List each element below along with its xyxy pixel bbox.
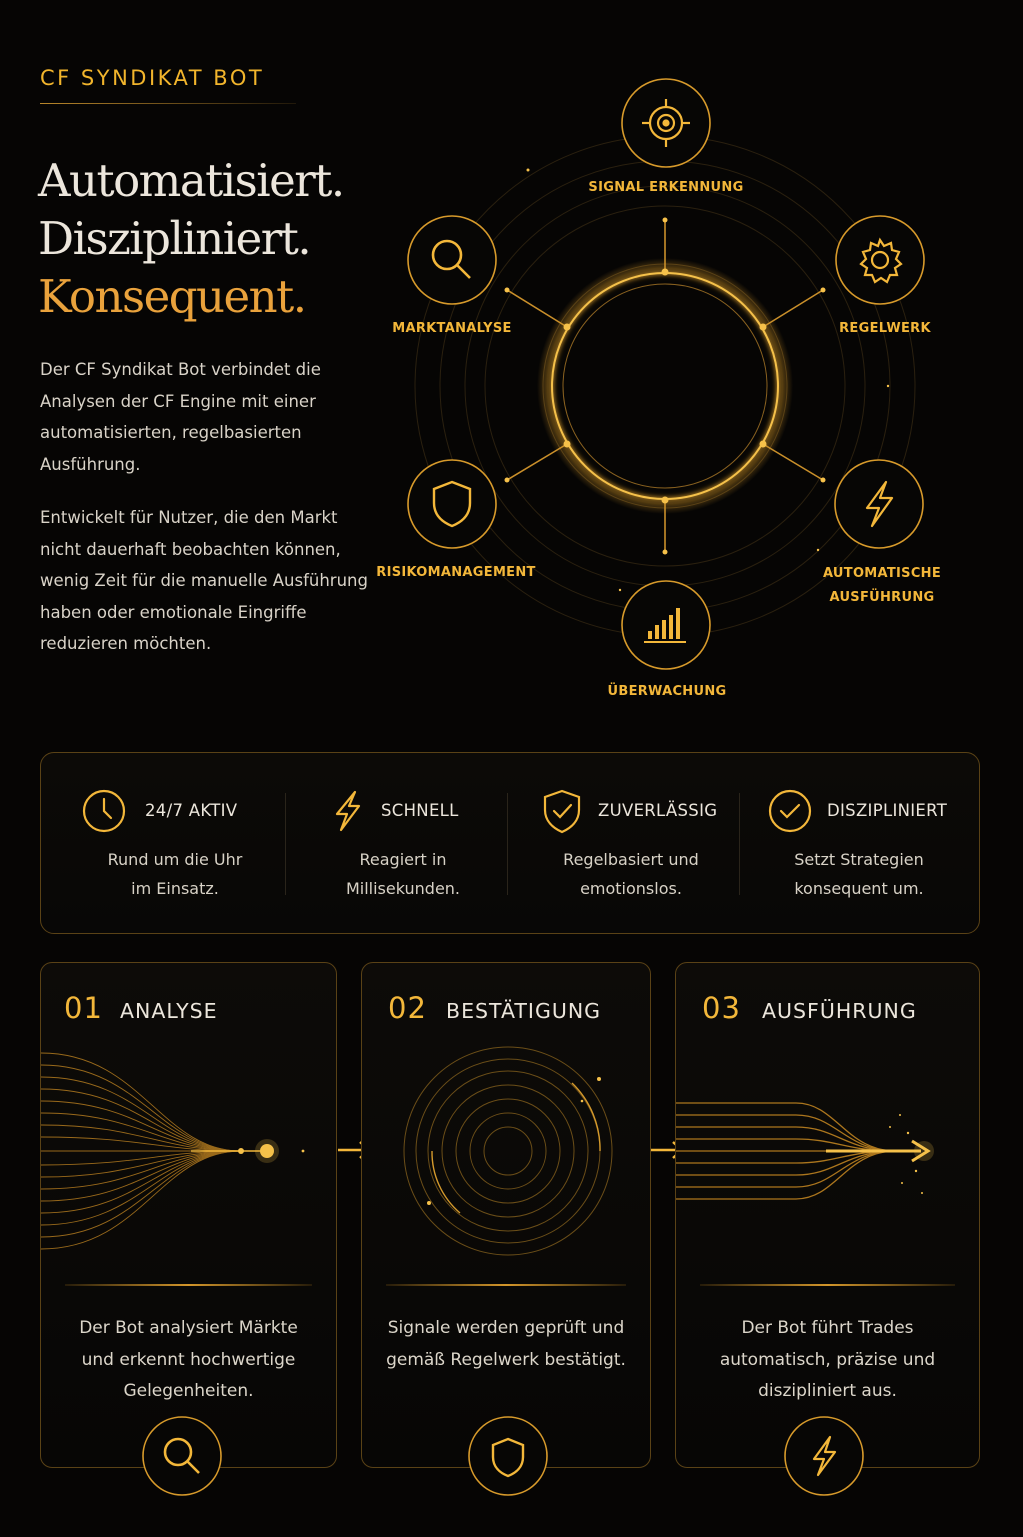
feature-desc-line: Millisekunden.	[345, 879, 461, 898]
step-description	[686, 1313, 969, 1408]
feature-title: ZUVERLÄSSIG	[598, 801, 718, 820]
step-title: AUSFÜHRUNG	[762, 999, 917, 1023]
step-desc-line: Signale werden geprüft und	[387, 1318, 625, 1338]
headline-line-3: Konsequent.	[38, 270, 306, 323]
step-card-bestaetigung	[361, 962, 651, 1468]
step-title: ANALYSE	[120, 999, 218, 1023]
step-divider	[65, 1284, 312, 1286]
step-title: BESTÄTIGUNG	[446, 999, 602, 1023]
features-panel	[40, 752, 980, 934]
headline-line-1: Automatisiert.	[38, 154, 344, 207]
node-label-risikomanagement: RISIKOMANAGEMENT	[376, 565, 536, 580]
feature-desc	[75, 845, 275, 903]
feature-desc-line: konsequent um.	[794, 879, 924, 898]
step-desc-line: Gelegenheiten.	[123, 1381, 254, 1401]
intro-paragraph-1: Der CF Syndikat Bot verbindet die Analysen der CF Engine mit einer automatisierten, regelbasierten Ausführung.	[40, 360, 321, 474]
node-label-ueberwachung: ÜBERWACHUNG	[607, 684, 727, 699]
step-number: 01	[64, 991, 103, 1025]
headline	[38, 152, 398, 326]
bestaetigung-visual	[362, 1043, 652, 1263]
node-label-regelwerk: REGELWERK	[839, 321, 931, 336]
feature-desc	[759, 845, 959, 903]
check-circle-icon	[767, 788, 813, 834]
step-desc-line: und erkennt hochwertige	[81, 1349, 296, 1370]
feature-desc-line: Setzt Strategien	[794, 850, 924, 869]
node-label-line: AUSFÜHRUNG	[829, 590, 935, 605]
step-desc-line: automatisch, präzise und	[719, 1349, 936, 1370]
node-label-automatische-ausfuehrung	[782, 562, 982, 610]
intro-paragraph-2: Entwickelt für Nutzer, die den Markt nicht dauerhaft beobachten können, wenig Zeit für die manuelle Ausführung haben oder emotionale Eingriffe reduzieren möchten.	[40, 508, 368, 653]
node-label-line: AUTOMATISCHE	[822, 566, 942, 581]
step-card-analyse	[40, 962, 337, 1468]
feature-title: DISZIPLINIERT	[827, 801, 948, 820]
step-description	[51, 1313, 326, 1408]
lightning-icon	[325, 788, 371, 834]
headline-line-2: Diszipliniert.	[38, 212, 311, 265]
feature-24-7	[41, 753, 285, 935]
feature-desc-line: emotionslos.	[580, 879, 682, 898]
node-label-marktanalyse: MARKTANALYSE	[392, 321, 512, 336]
step-divider	[386, 1284, 626, 1286]
step-desc-line: Der Bot führt Trades	[741, 1318, 914, 1338]
ausfuehrung-visual	[676, 1043, 981, 1263]
intro-text	[40, 354, 370, 660]
feature-desc-line: im Einsatz.	[131, 879, 219, 898]
diagram-graphic	[370, 70, 970, 720]
step-number: 03	[702, 991, 741, 1025]
feature-desc	[531, 845, 731, 903]
feature-title: 24/7 AKTIV	[145, 801, 238, 820]
step-desc-line: diszipliniert aus.	[758, 1381, 897, 1401]
step-card-ausfuehrung	[675, 962, 980, 1468]
brand-name: CF SYNDIKAT BOT	[40, 66, 265, 90]
feature-desc-line: Regelbasiert und	[563, 850, 699, 869]
step-divider	[700, 1284, 955, 1286]
shield-check-icon	[539, 788, 585, 834]
shield-icon	[467, 1415, 549, 1497]
feature-title: SCHNELL	[381, 801, 459, 820]
clock-icon	[81, 788, 127, 834]
feature-desc-line: Reagiert in	[359, 850, 447, 869]
process-diagram	[370, 70, 970, 720]
feature-desc-line: Rund um die Uhr	[107, 850, 243, 869]
feature-schnell	[285, 753, 507, 935]
lightning-icon	[783, 1415, 865, 1497]
feature-desc	[303, 845, 503, 903]
feature-zuverlaessig	[507, 753, 739, 935]
step-desc-line: Der Bot analysiert Märkte	[79, 1318, 298, 1338]
analyse-visual	[41, 1043, 338, 1263]
step-desc-line: gemäß Regelwerk bestätigt.	[386, 1349, 626, 1370]
step-description	[372, 1313, 640, 1376]
feature-diszipliniert	[739, 753, 981, 935]
brand-divider	[40, 103, 296, 104]
step-number: 02	[388, 991, 427, 1025]
node-label-signal: SIGNAL ERKENNUNG	[588, 180, 744, 195]
search-icon	[141, 1415, 223, 1497]
